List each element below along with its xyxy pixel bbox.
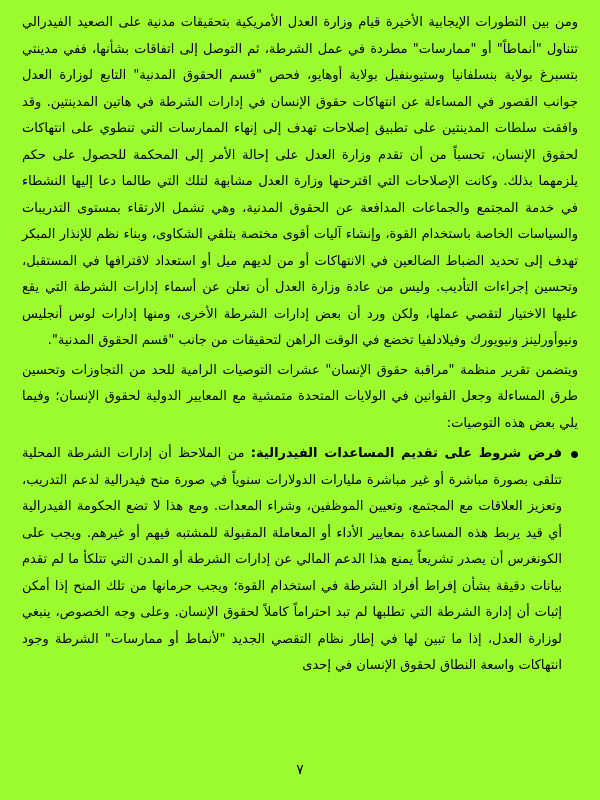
bullet-item	[22, 441, 578, 680]
paragraph: ويتضمن تقرير منظمة "مراقبة حقوق الإنسان" عشرات التوصيات الرامية للحد من التجاوزات وتحسين طرق المساءلة وجعل القوانين في الولايات المتحدة متمشية مع المعايير الدولية لحقوق الإنسان؛ وفيما يلي بعض هذه التوصيات:	[22, 362, 578, 431]
paragraph: ومن بين التطورات الإيجابية الأخيرة قيام وزارة العدل الأمريكية بتحقيقات مدنية على الصعيد الفيدرالي تتناول "أنماطاً" أو "ممارسات" مطردة في عمل الشرطة، ثم التوصل إلى اتفاقات بشأنها، ففي مدينتي بتسبرغ بولاية بنسلفانيا وستيوبنفيل بولاية أوهايو، فحص "قسم الحقوق المدنية" التابع لوزارة العدل جوانب القصور في المساءلة عن انتهاكات حقوق الإنسان في إدارات الشرطة في هاتين المدينتين. وقد وافقت سلطات المدينتين على تطبيق إصلاحات تهدف إلى إنهاء الممارسات التي تنطوي على انتهاكات لحقوق الإنسان، تحسباً من أن تقدم وزارة العدل على إحالة الأمر إلى المحكمة للحصول على حكم يلزمهما بذلك. وكانت الإصلاحات التي اقترحتها وزارة العدل مشابهة لتلك التي طالما دعا إليها النشطاء في خدمة المجتمع والجماعات المدافعة عن الحقوق المدنية، وهي تشمل الارتقاء بمستوى التدريبات والسياسات الخاصة باستخدام القوة، وإنشاء آليات أقوى مختصة بتلقي الشكاوى، وبناء نظم للإنذار المبكر تهدف إلى تحديد الضباط الضالعين في الانتهاكات أو من لديهم ميل أو استعداد لاقترافها في المستقبل، وتحسين إجراءات التأديب. وليس من عادة وزارة العدل أن تعلن عن أسماء إدارات الشرطة التي يقع عليها الاختيار لتقصي عملها، ولكن ورد أن بعض إدارات الشرطة الأخرى، ومنها إدارات لوس أنجليس ونيوأورلينز ونيويورك وفيلادلفيا تخضع في الوقت الراهن لتحقيقات من جانب "قسم الحقوق المدنية".	[22, 15, 578, 348]
document-body	[22, 10, 578, 680]
bullet-icon	[571, 451, 578, 458]
bullet-text: من الملاحظ أن إدارات الشرطة المحلية تتلقى بصورة مباشرة أو غير مباشرة مليارات الدولارات سنوياً في صورة منح فيدرالية لدعم التدريب، وتعزيز العلاقات مع المجتمع، وتعيين الموظفين، وشراء المعدات. ومع هذا لا تضع الحكومة الفيدرالية أي قيد يربط هذه المساعدة بمعايير الأداء أو المعاملة المقبولة للمشتبه فيهم أو غيرهم. ويجب على الكونغرس أن يصدر تشريعاً يمنع هذا الدعم المالي عن إدارات الشرطة أو المدن التي تتلكأ ما لم تقدم بيانات دقيقة بشأن إفراط أفراد الشرطة في استخدام القوة؛ ويجب حرمانها من تلك المنح إذا أمكن إثبات أن إدارة الشرطة التي تطلبها لم تبد احتراماً كاملاً لحقوق الإنسان. وعلى وجه الخصوص، ينبغي لوزارة العدل، إذا ما تبين لها في إطار نظام التقصي الجديد "لأنماط أو ممارسات" الشرطة وجود انتهاكات واسعة النطاق لحقوق الإنسان في إحدى	[22, 446, 562, 673]
bullet-title: فرض شروط على تقديم المساعدات الفيدرالية:	[250, 446, 562, 461]
page-number: ٧	[296, 762, 304, 778]
